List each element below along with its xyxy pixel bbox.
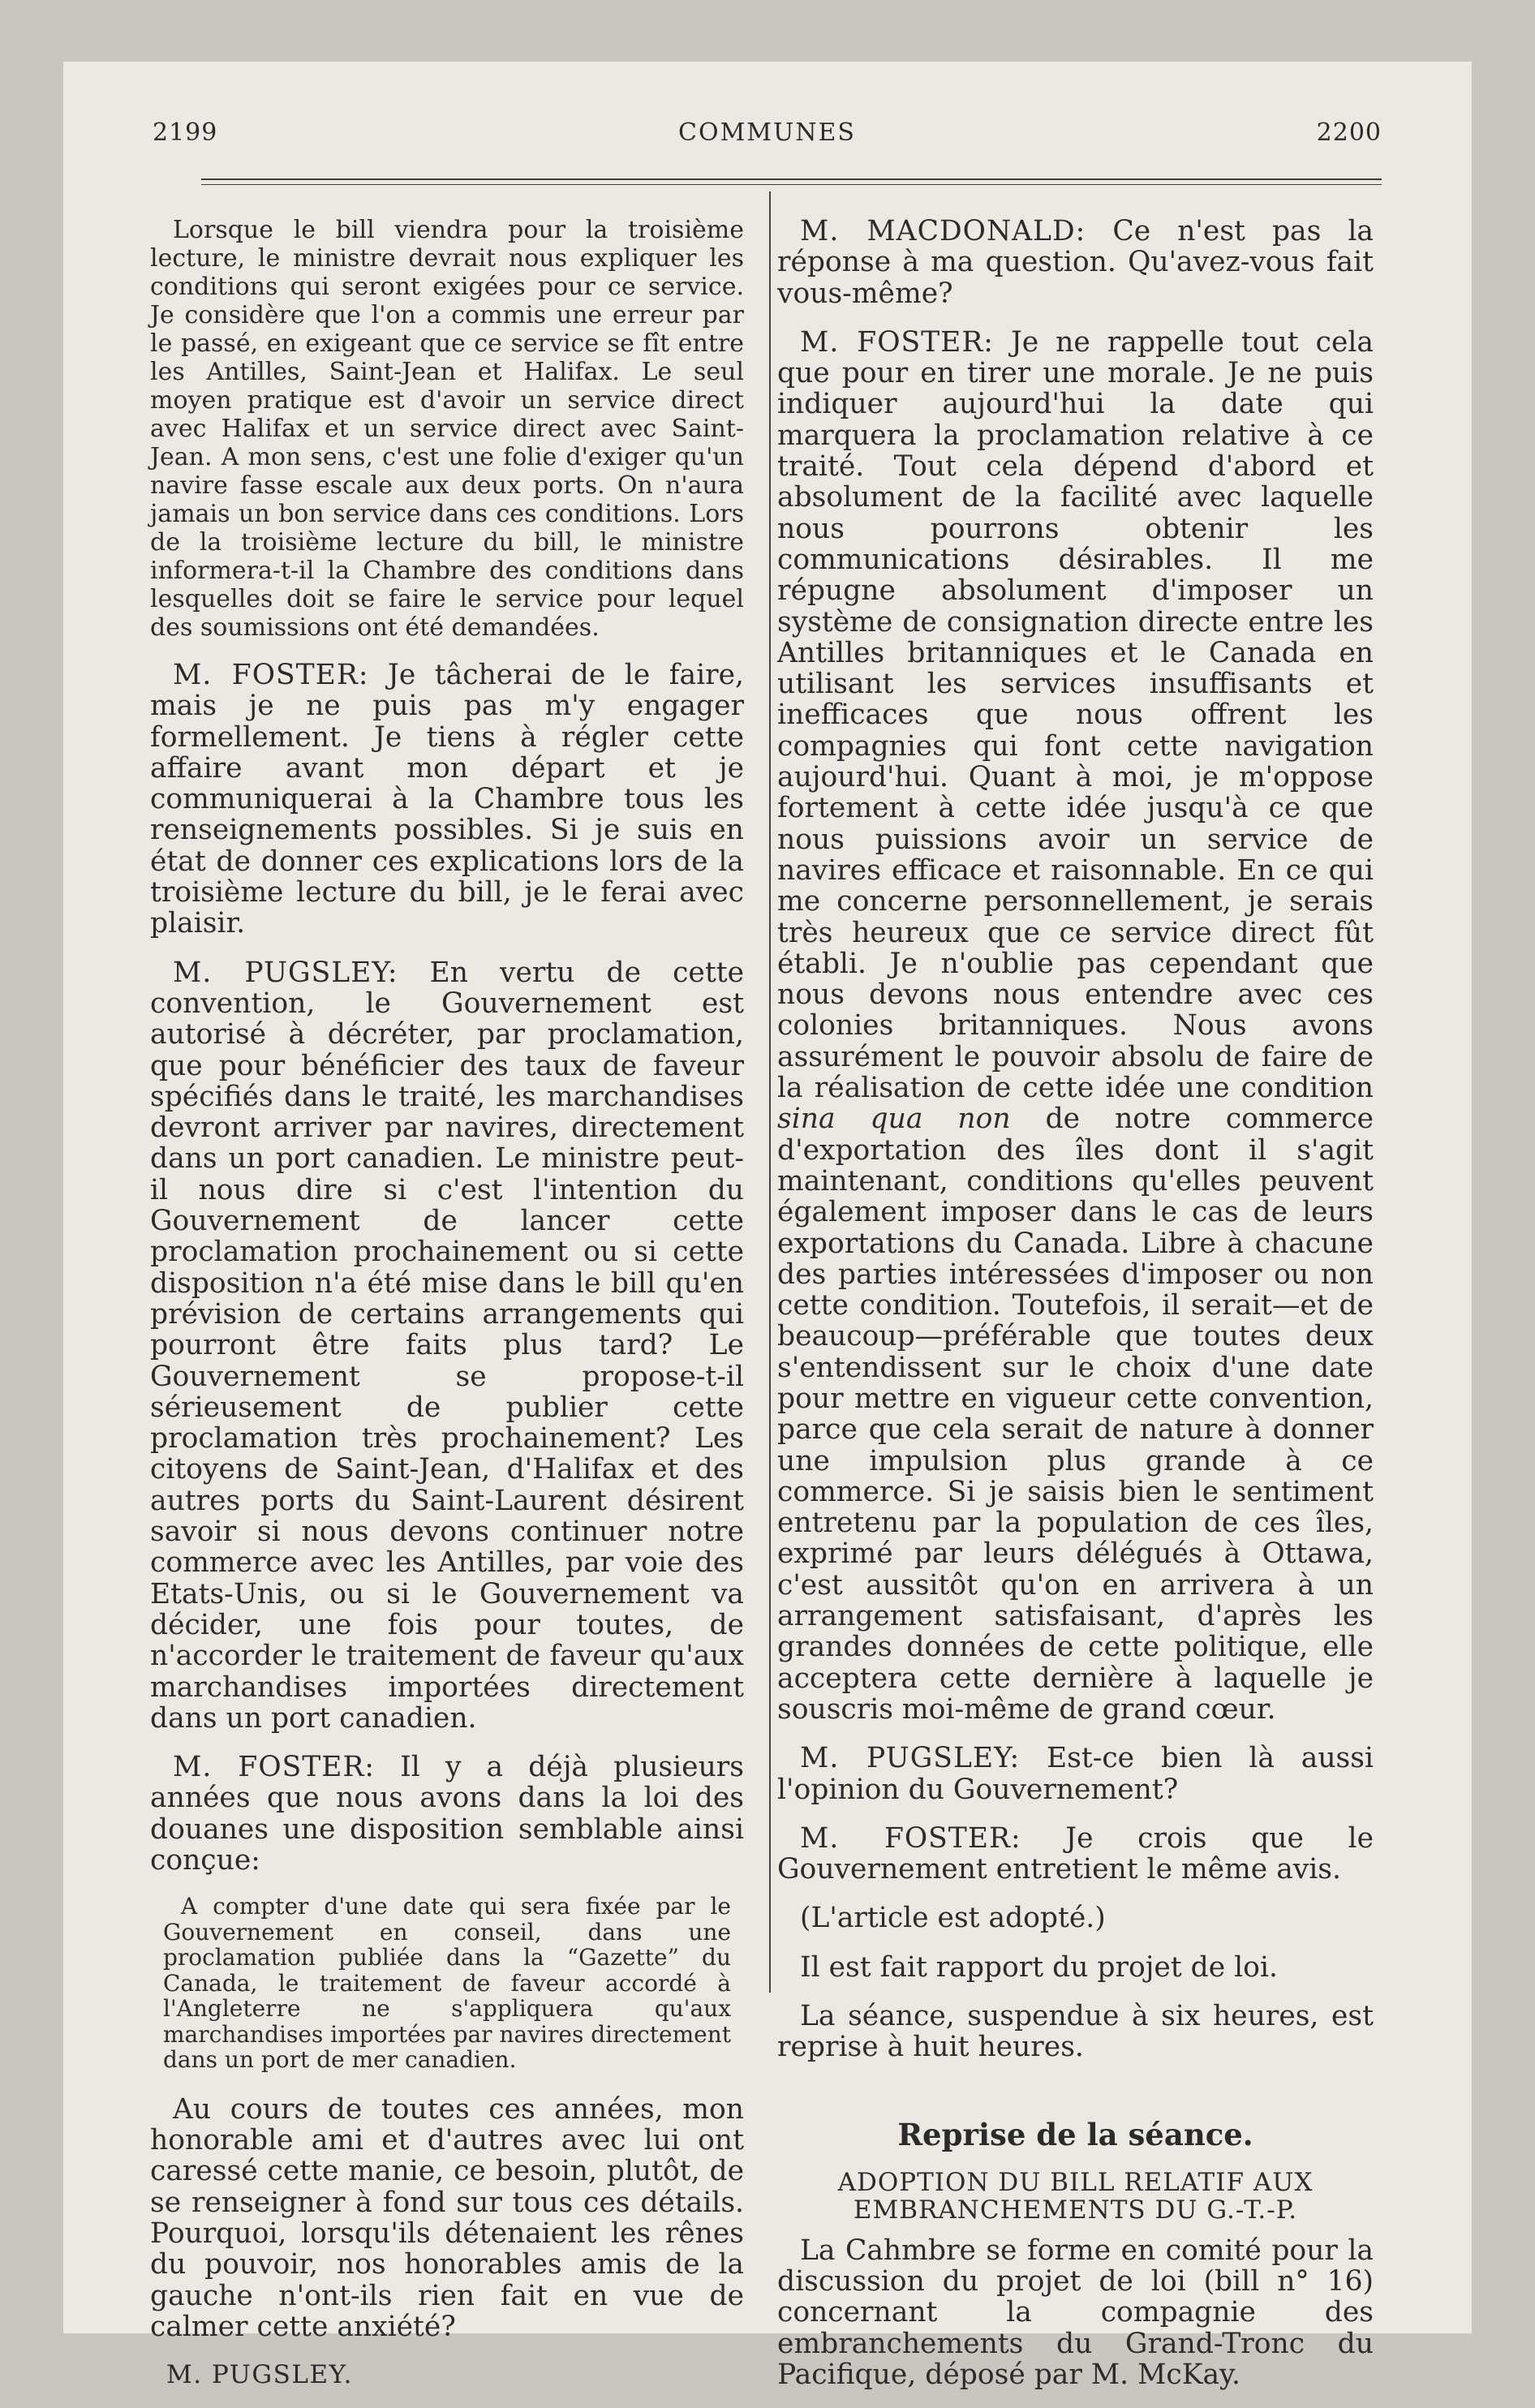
speech-text: Ce n'est pas la réponse à ma question. Qu'avez-vous fait vous-même? [777,215,1374,310]
paragraph: (L'article est adopté.) [800,1902,1106,1935]
paragraph: La Cahmbre se forme en comité pour la discussion du projet de loi (bill n° 16) concernant la compagnie des embranchements du Grand-Tronc du Pacifique, déposé par M. McKay. [777,2234,1374,2391]
speech-text: Je tâcherai de le faire, mais je ne puis pas m'y engager formellement. Je tiens à régler cette affaire avant mon départ et je communiquerai à la Chambre tous les renseignements possibles. Si je suis en état de donner ces explications lors de la troisième lecture du bill, je le ferai avec plaisir. [150,659,744,940]
speaker-name: M. FOSTER: [173,659,369,691]
running-title: COMMUNES [678,118,856,147]
page-header [153,118,1382,151]
header-rule [201,178,1382,180]
speech-text: Est-ce bien là aussi l'opinion du Gouvernement? [777,1742,1374,1806]
page-number-right: 2200 [1316,118,1382,147]
speech-text: Je ne rappelle tout cela que pour en tirer une morale. Je ne puis indiquer aujourd'hui la date qui marquera la proclamation relative à ce traité. Tout cela dépend d'abord et absolument de la facilité avec laquelle nous pourrons obtenir les communications désirables. Il me répugne absolument d'imposer un système de consignation directe entre les Antilles britanniques et le Canada en utilisant les services insuffisants et inefficaces que nous offrent les compagnies qui font cette navigation aujourd'hui. Quant à moi, je m'oppose fortement à cette idée jusqu'à ce que nous puissions avoir un service de navires efficace et raisonnable. En ce qui me concerne personnellement, je serais très heureux que ce service direct fût établi. Je n'oublie pas cependant que nous devons nous entendre avec ces colonies britanniques. Nous avons assurément le pouvoir absolu de faire de la réalisation de cette idée une condition [777,325,1374,1105]
page [63,62,1472,2391]
speaker-name: M. PUGSLEY: [800,1742,1021,1775]
speech [777,1823,1374,1886]
column-divider [769,191,771,1993]
speaker-name: M. FOSTER: [173,1751,376,1784]
speaker-name: M. MACDONALD: [800,215,1086,247]
speech [777,1743,1374,1805]
section-subheading: ADOPTION DU BILL RELATIF AUX EMBRANCHEMENTS DU G.-T.-P. [837,2167,1314,2225]
block-quote: A compter d'une date qui sera fixée par le Gouvernement en conseil, dans une proclamation publiée dans la “Gazette” du Canada, le traitement de faveur accordé à l'Angleterre ne s'appliquera qu'aux marchandises importées par navires directement dans un port de mer canadien. [163,1893,731,2074]
signature: M. PUGSLEY. [166,2360,353,2390]
latin-phrase: sina qua non [777,1103,1011,1136]
header-rule-thin [201,184,1382,185]
speech-text: En vertu de cette convention, le Gouvernement est autorisé à décréter, par proclamation, que pour bénéficier des taux de faveur spécifiés dans le traité, les marchandises devront arriver par navires, directement dans un port canadien. Le ministre peut-il nous dire si c'est l'intention du Gouvernement de lancer cette proclamation prochainement ou si cette disposition n'a été mise dans le bill qu'en prévision de certains arrangements qui pourront être faits plus tard? Le Gouvernement se propose-t-il sérieusement de publier cette proclamation très prochainement? Les citoyens de Saint-Jean, d'Halifax et des autres ports du Saint-Laurent désirent savoir si nous devons continuer notre commerce avec les Antilles, par voie des Etats-Unis, ou si le Gouvernement va décider, une fois pour toutes, de n'accorder le traitement de faveur qu'aux marchandises importées directement dans un port canadien. [150,956,744,1735]
left-column [150,216,744,2389]
speech [777,216,1374,309]
speaker-name: M. FOSTER: [800,1821,1021,1855]
speech [150,957,744,1734]
paragraph: Lorsque le bill viendra pour la troisième lecture, le ministre devrait nous expliquer les conditions qui seront exigées pour ce service. Je considère que l'on a commis une erreur par le passé, en exigeant que ce service se fît entre les Antilles, Saint-Jean et Halifax. Le seul moyen pratique est d'avoir un service direct avec Halifax et un service direct avec Saint-Jean. A mon sens, c'est une folie d'exiger qu'un navire fasse escale aux deux ports. On n'aura jamais un bon service dans ces conditions. Lors de la troisième lecture du bill, le ministre informera-t-il la Chambre des conditions dans lesquelles doit se faire le service pour lequel des soumissions ont été demandées. [150,216,744,642]
paragraph: Au cours de toutes ces années, mon honorable ami et d'autres avec lui ont caressé cette manie, ce besoin, plutôt, de se renseigner à fond sur tous ces détails. Pourquoi, lorsqu'ils détenaient les rênes du pouvoir, nos honorables amis de la gauche n'ont-ils rien fait en vue de calmer cette anxiété? [150,2092,744,2343]
speech [150,1752,744,1876]
speech [150,660,744,940]
speaker-name: M. FOSTER: [800,325,994,359]
speech-text: Je crois que le Gouvernement entretient le même avis. [777,1821,1374,1886]
page-number-left: 2199 [153,118,218,147]
speech-text-continued: de notre commerce d'exportation des îles dont il s'agit maintenant, conditions qu'elles peuvent également imposer dans le cas de leurs exportations du Canada. Libre à chacune des parties intéressées d'imposer ou non cette condition. Toutefois, il serait—et de beaucoup—préférable que toutes deux s'entendissent sur le choix d'une date pour mettre en vigueur cette convention, parce que cela serait de nature à donner une impulsion plus grande à ce commerce. Si je saisis bien le sentiment entretenu par la population de ces îles, exprimé par leurs délégués à Ottawa, c'est aussitôt qu'on en arrivera à un arrangement satisfaisant, d'après les grandes données de cette politique, elle acceptera cette dernière à laquelle je souscris moi-même de grand cœur. [777,1103,1374,1726]
paragraph: La séance, suspendue à six heures, est reprise à huit heures. [777,2000,1374,2064]
paragraph: Il est fait rapport du projet de loi. [800,1950,1278,1984]
speech [777,327,1374,1725]
speaker-name: M. PUGSLEY: [173,956,398,989]
right-column [777,216,1374,2408]
section-heading: Reprise de la séance. [897,2116,1253,2152]
speech-text: Il y a déjà plusieurs années que nous avons dans la loi des douanes une disposition semblable ainsi conçue: [150,1751,744,1877]
